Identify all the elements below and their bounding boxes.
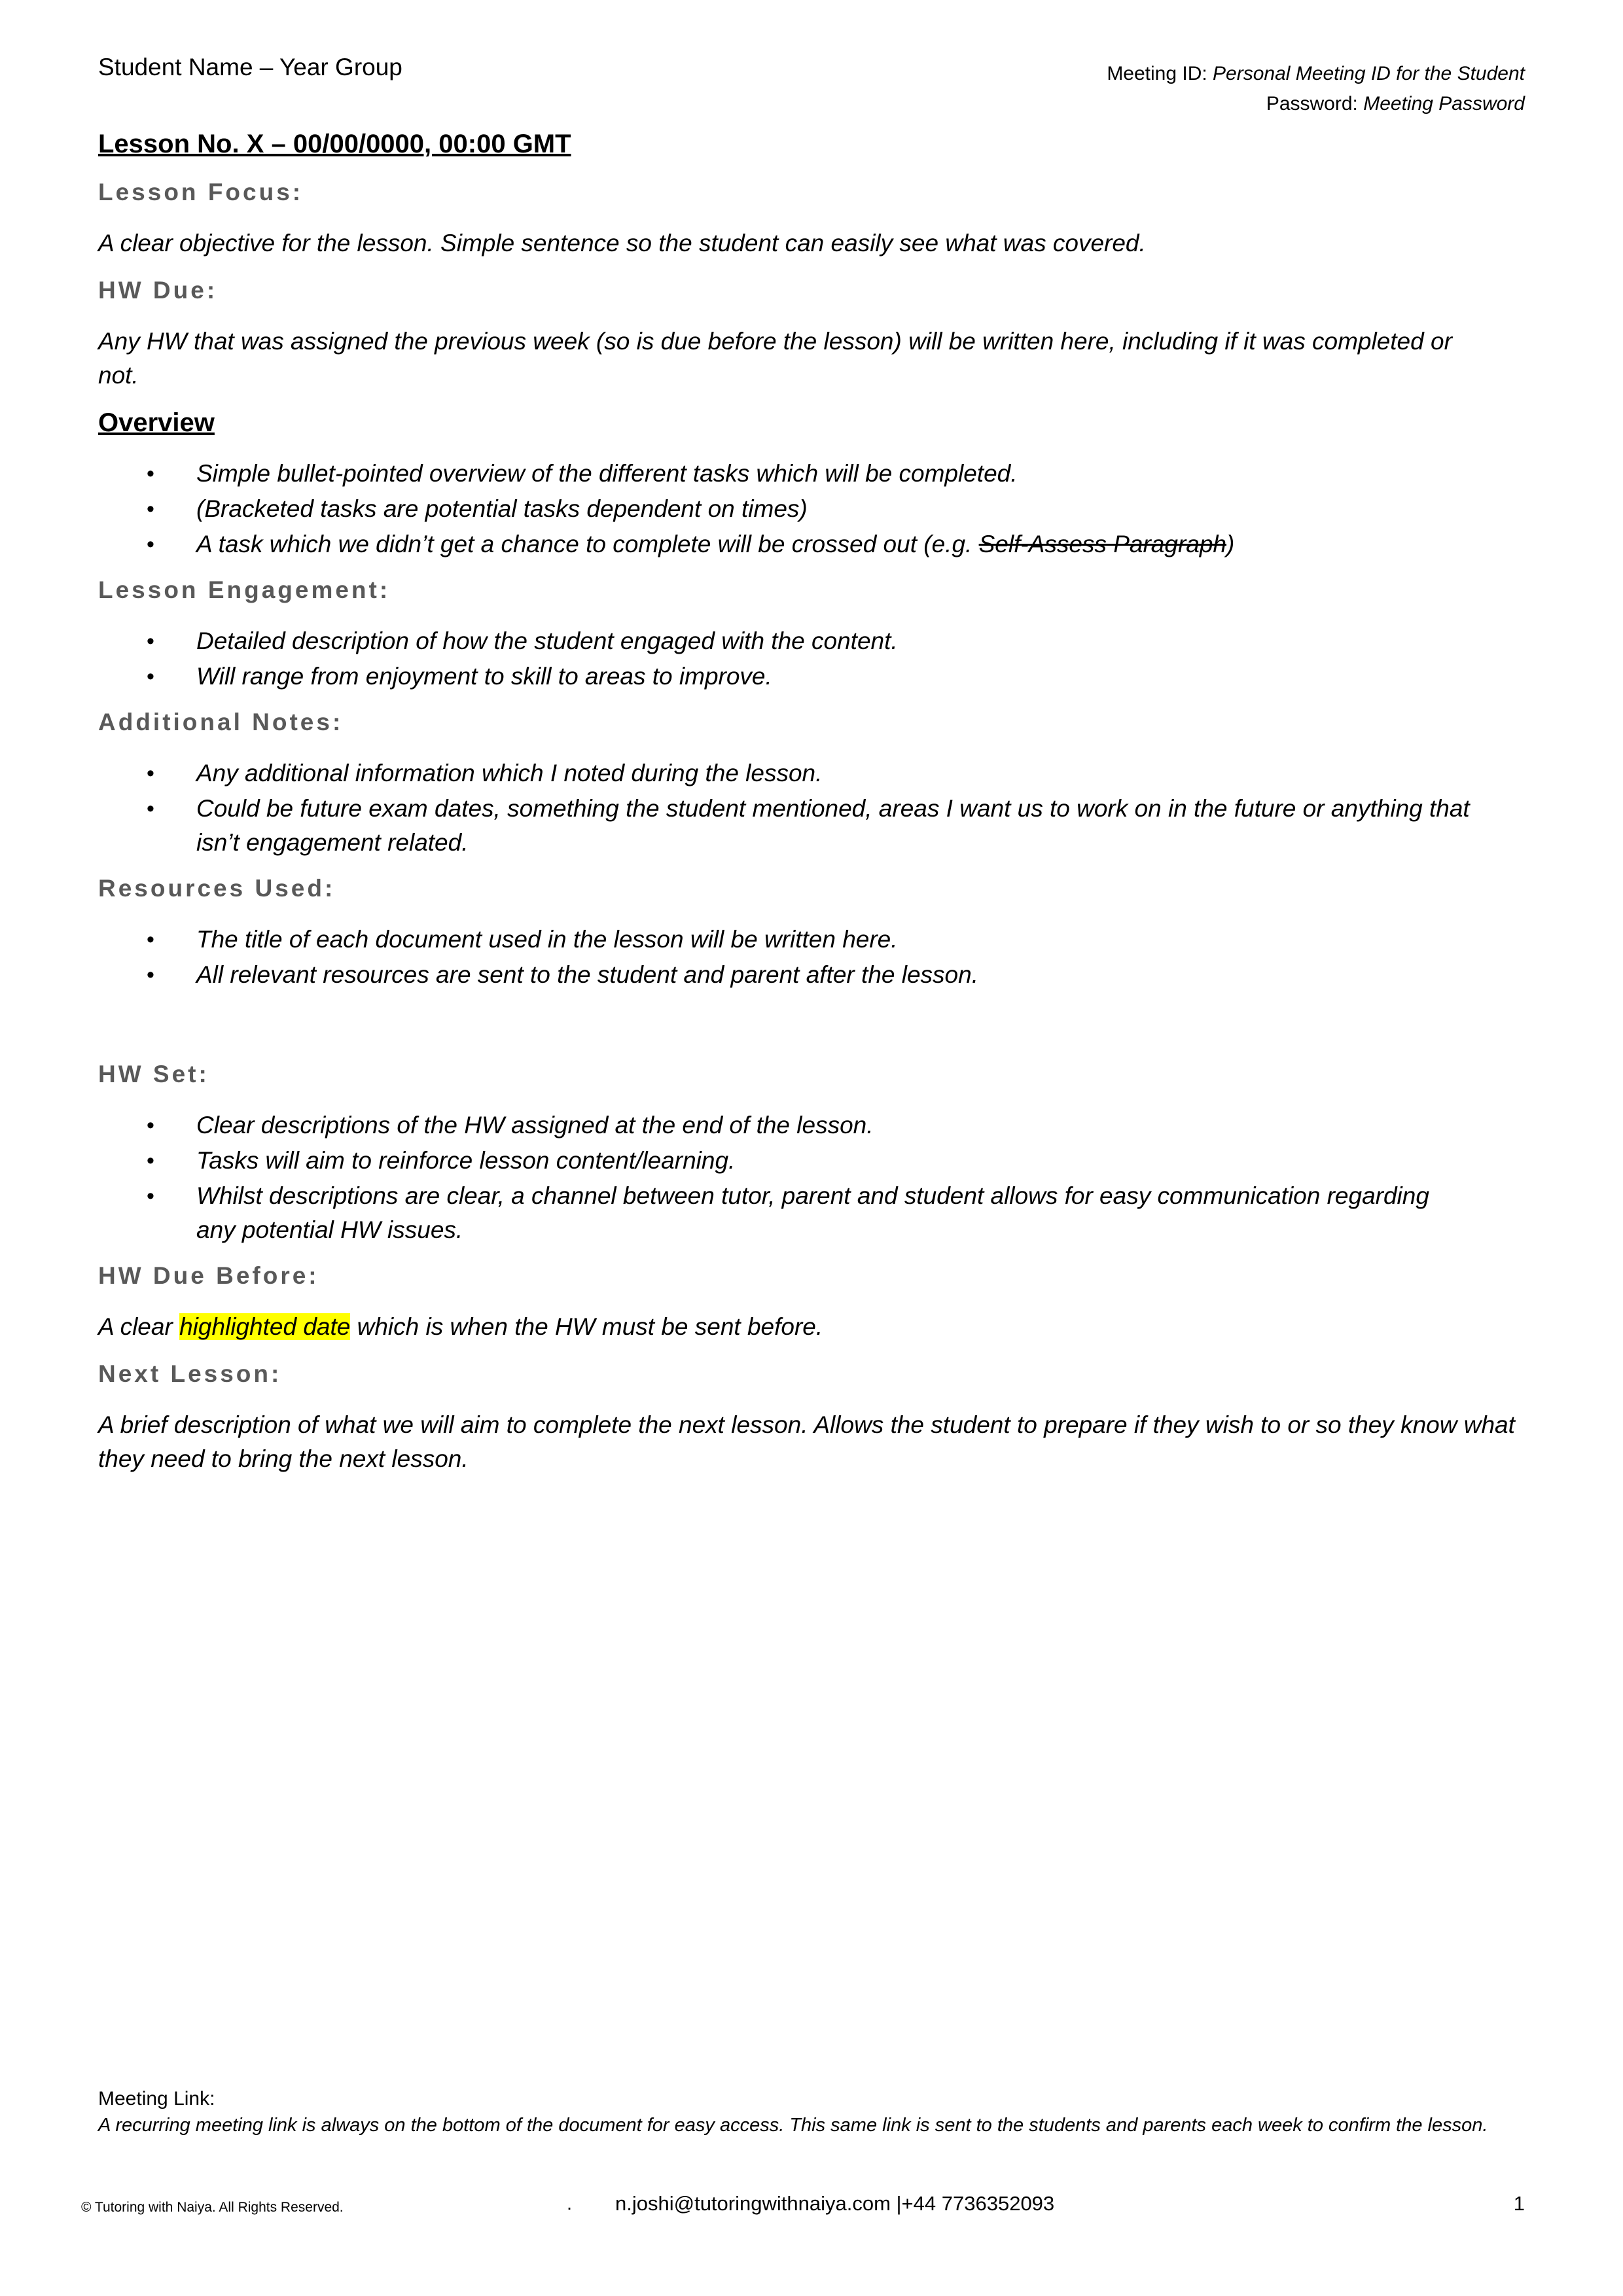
contact-details: n.joshi@tutoringwithnaiya.com |+44 7736352093: [615, 2192, 1055, 2215]
highlighted-date: highlighted date: [179, 1313, 351, 1340]
hw-set-heading: HW Set:: [98, 1061, 209, 1087]
password-value: Meeting Password: [1363, 93, 1525, 115]
engagement-list: [98, 624, 1525, 694]
list-item: • Will range from enjoyment to skill to areas to improve.: [98, 660, 1525, 694]
student-name-year-group: Student Name – Year Group: [98, 54, 402, 80]
lesson-focus-heading: Lesson Focus:: [98, 179, 304, 205]
hw-due-text: Any HW that was assigned the previous week (so is due before the lesson) will be written here, including if it was completed or not.: [98, 328, 1452, 389]
overview-list: [98, 457, 1525, 561]
meeting-link-block: [98, 2086, 1525, 2138]
notes-list: [98, 756, 1525, 860]
list-item: • Tasks will aim to reinforce lesson content/learning.: [98, 1144, 1525, 1178]
password-line: [609, 89, 1525, 119]
copyright-notice: © Tutoring with Naiya. All Rights Reserved.: [81, 2200, 344, 2215]
resources-used-heading: Resources Used:: [98, 875, 336, 902]
meeting-link-description: A recurring meeting link is always on the bottom of the document for easy access. This same link is sent to the students and parents each week to confirm the lesson.: [98, 2115, 1488, 2136]
hw-due-before-heading: HW Due Before:: [98, 1262, 319, 1289]
lesson-engagement-heading: Lesson Engagement:: [98, 576, 391, 603]
next-lesson-text: A brief description of what we will aim to complete the next lesson. Allows the student to prepare if they wish to or so they know what they need to bring the next lesson.: [98, 1411, 1515, 1472]
hw-due-before-text-end: which is when the HW must be sent before.: [350, 1313, 823, 1340]
password-label: Password:: [1266, 93, 1364, 115]
crossed-out-task: Self-Assess Paragraph: [978, 531, 1226, 557]
list-item: • Could be future exam dates, something the student mentioned, areas I want us to work on in the future or anything that isn’t engagement related.: [98, 792, 1472, 860]
list-item: • The title of each document used in the lesson will be written here.: [98, 923, 1525, 957]
lesson-content: [98, 126, 1525, 1476]
meeting-credentials: [609, 59, 1525, 119]
lesson-focus-text: A clear objective for the lesson. Simple sentence so the student can easily see what was covered.: [98, 230, 1146, 256]
meeting-link-label: Meeting Link:: [98, 2088, 215, 2110]
overview-heading: Overview: [98, 408, 215, 437]
meeting-id-label: Meeting ID:: [1107, 63, 1213, 84]
page-number: 1: [1513, 2192, 1525, 2215]
list-item: • Any additional information which I noted during the lesson.: [98, 756, 1525, 790]
list-item: • (Bracketed tasks are potential tasks dependent on times): [98, 492, 1525, 526]
hw-set-list: [98, 1108, 1525, 1247]
list-item: • Clear descriptions of the HW assigned at the end of the lesson.: [98, 1108, 1525, 1142]
page-footer: [0, 2191, 1623, 2223]
meeting-id-line: [609, 59, 1525, 89]
list-item: • All relevant resources are sent to the student and parent after the lesson.: [98, 958, 1525, 992]
hw-due-heading: HW Due:: [98, 277, 218, 304]
next-lesson-heading: Next Lesson:: [98, 1360, 282, 1387]
list-item: • Detailed description of how the student engaged with the content.: [98, 624, 1525, 658]
spacer: [98, 993, 1525, 1039]
list-item: [98, 527, 1525, 561]
resources-list: [98, 923, 1525, 992]
hw-due-before-text: [98, 1310, 1525, 1344]
lesson-title: Lesson No. X – 00/00/0000, 00:00 GMT: [98, 130, 571, 158]
list-item-text: A task which we didn’t get a chance to complete will be crossed out (e.g.: [196, 531, 979, 557]
list-item: • Simple bullet-pointed overview of the different tasks which will be completed.: [98, 457, 1525, 491]
footer-dot: .: [567, 2193, 573, 2214]
additional-notes-heading: Additional Notes:: [98, 709, 344, 735]
list-item-text: ): [1226, 531, 1235, 557]
list-item: • Whilst descriptions are clear, a channel between tutor, parent and student allows for easy communication regarding any potential HW issues.: [98, 1179, 1472, 1247]
hw-due-before-text-start: A clear: [98, 1313, 180, 1340]
meeting-id-value: Personal Meeting ID for the Student: [1213, 63, 1525, 84]
